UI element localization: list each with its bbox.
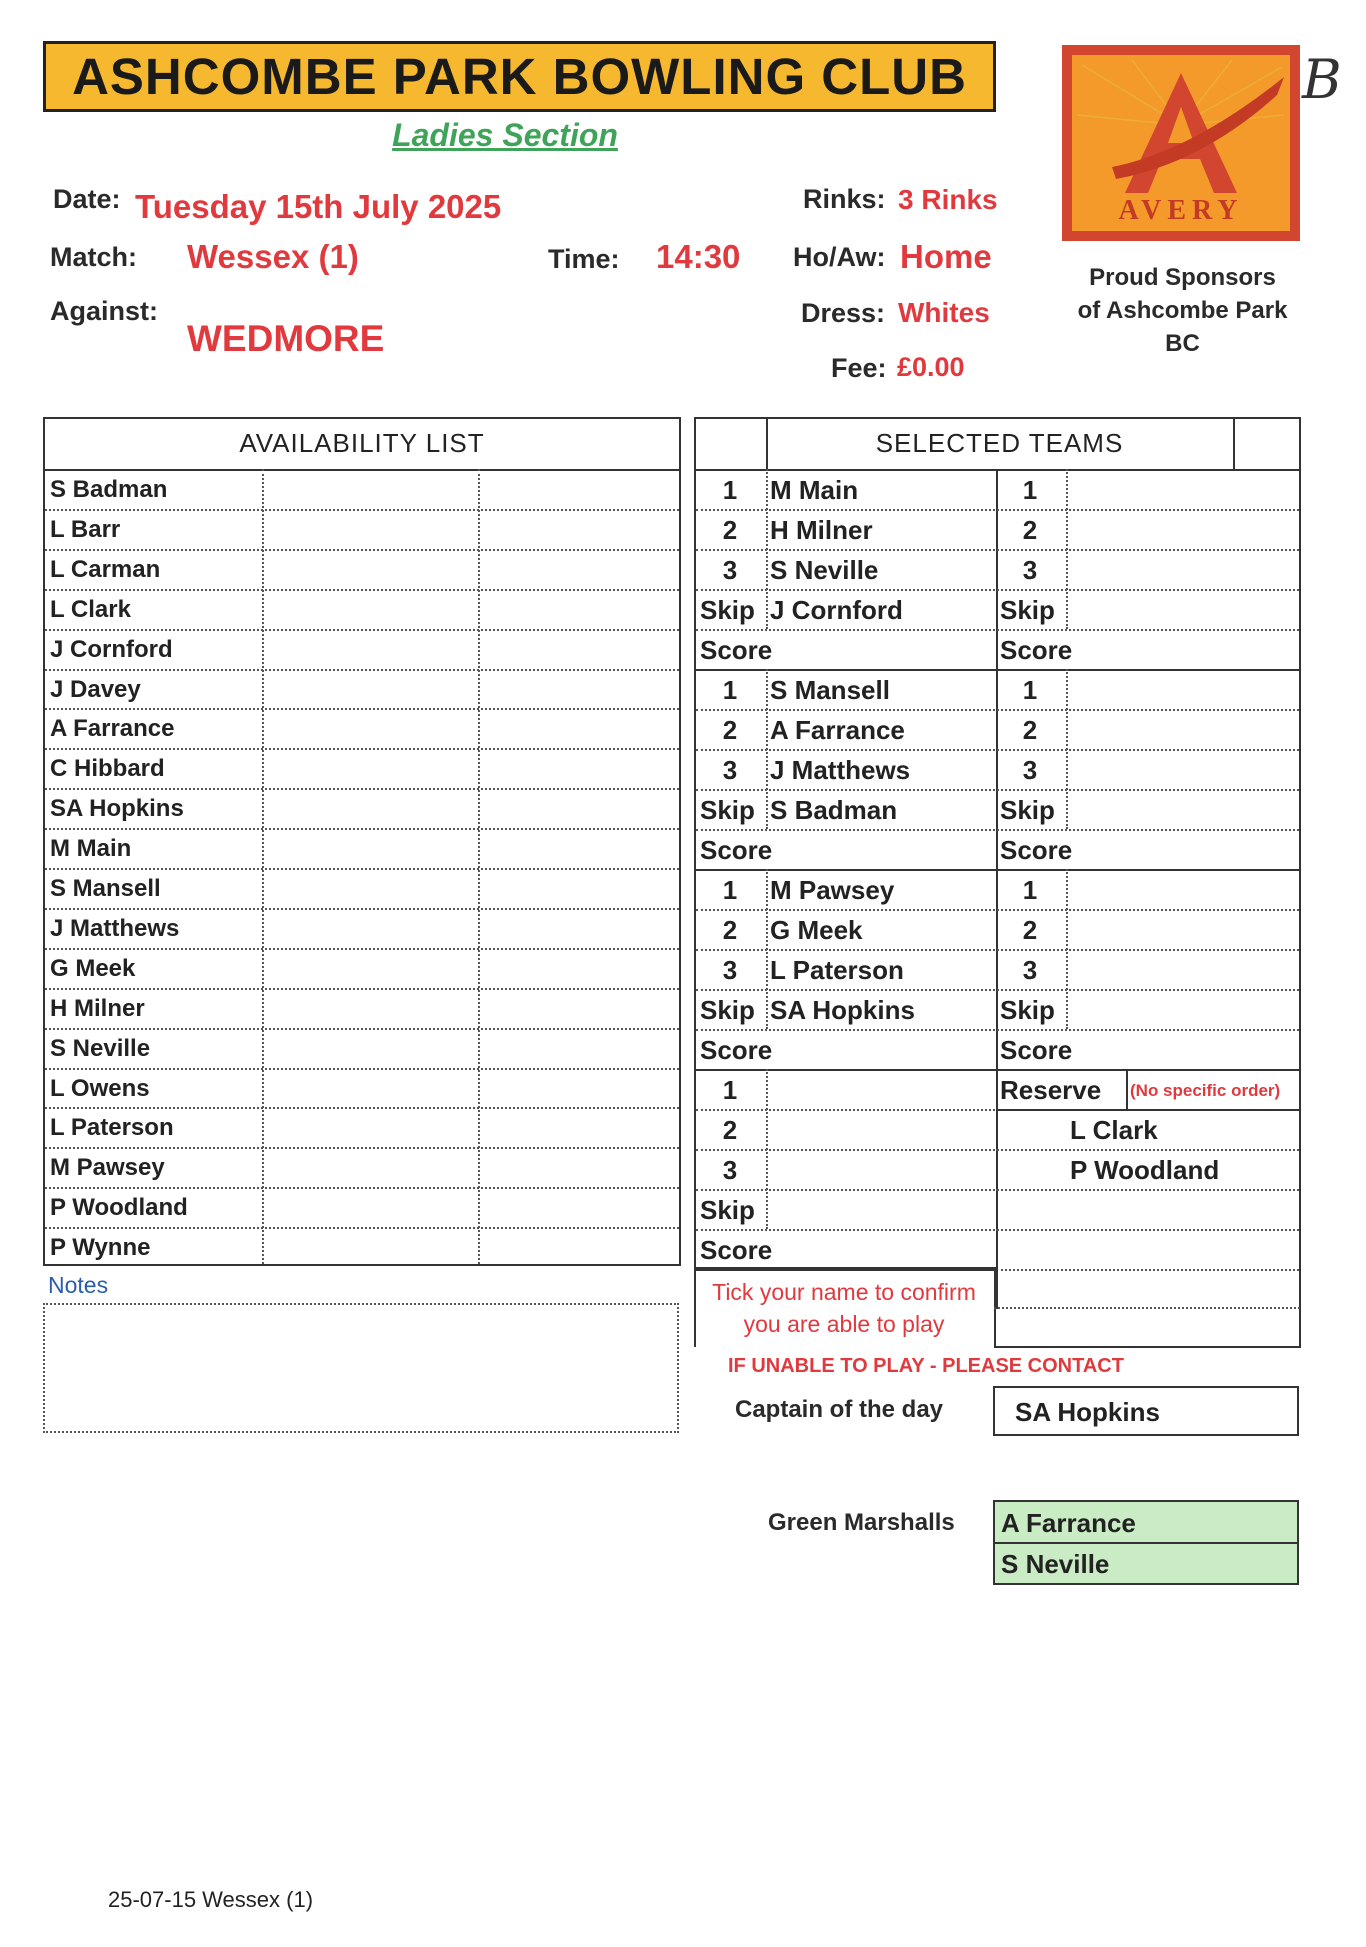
opponent-position-divider <box>1066 669 1068 829</box>
reserve-row-rule <box>996 1149 1299 1151</box>
rink-player: M Main <box>770 475 859 505</box>
sponsor-line-1: Proud Sponsors <box>1089 264 1276 291</box>
availability-table <box>43 417 681 1266</box>
availability-player: L Paterson <box>50 1114 174 1142</box>
rink-player: H Milner <box>770 515 873 545</box>
date-label: Date: <box>53 184 121 214</box>
rink-player: G Meek <box>770 915 863 945</box>
match-value: Wessex (1) <box>187 238 359 275</box>
rink-position-label: 3 <box>722 755 738 785</box>
date-value: Tuesday 15th July 2025 <box>135 188 502 225</box>
availability-row-rule <box>45 1107 679 1109</box>
opponent-position-label: Skip <box>1000 995 1055 1025</box>
opponent-position-label: 3 <box>1022 955 1038 985</box>
availability-player: M Pawsey <box>50 1154 165 1182</box>
captain-box <box>993 1386 1299 1436</box>
match-label: Match: <box>50 242 137 272</box>
reserve-left-border <box>996 1269 998 1309</box>
opponent-position-label: 3 <box>1022 755 1038 785</box>
rink-player: J Matthews <box>770 755 911 785</box>
availability-row-rule <box>45 828 679 830</box>
dress-value: Whites <box>898 297 990 328</box>
availability-row-rule <box>45 908 679 910</box>
availability-row-rule <box>45 629 679 631</box>
sel-left-bottom-rule <box>694 1267 994 1269</box>
selected-row-rule <box>696 629 1299 631</box>
selected-teams-table <box>694 417 1301 1347</box>
availability-row-rule <box>45 1227 679 1229</box>
availability-player: P Woodland <box>50 1194 188 1222</box>
selected-row-rule <box>696 829 1299 831</box>
rinks-label: Rinks: <box>803 184 886 214</box>
position-divider <box>766 469 768 629</box>
sponsor-text <box>1050 261 1315 360</box>
availability-row-rule <box>45 509 679 511</box>
green-marshall-1: A Farrance <box>1001 1508 1136 1538</box>
availability-row-rule <box>45 1028 679 1030</box>
position-divider <box>766 669 768 829</box>
logo-text: AVERY <box>1118 195 1244 226</box>
availability-player: P Wynne <box>50 1234 151 1262</box>
opponent-position-label: 2 <box>1022 915 1038 945</box>
rink-position-label: 1 <box>722 1075 738 1105</box>
rink-player: J Cornford <box>770 595 903 625</box>
availability-player: J Cornford <box>50 635 173 663</box>
selected-row-rule <box>696 909 1299 911</box>
rink-position-label: Skip <box>700 995 755 1025</box>
reserve-player: P Woodland <box>1070 1155 1220 1185</box>
availability-row-rule <box>45 1068 679 1070</box>
reserve-top-rule <box>996 1069 1299 1071</box>
rink-player: S Mansell <box>770 675 890 705</box>
score-label: Score <box>700 835 773 865</box>
rink-position-label: 2 <box>722 1115 738 1145</box>
availability-player: L Clark <box>50 595 131 623</box>
selected-row-rule <box>696 789 1299 791</box>
score-label: Score <box>700 635 773 665</box>
reserve-label: Reserve <box>1000 1075 1102 1105</box>
availability-player: SA Hopkins <box>50 795 184 823</box>
opponent-score-label: Score <box>1000 1035 1073 1065</box>
fee-value: £0.00 <box>897 352 965 382</box>
score-label: Score <box>700 1235 773 1265</box>
green-marshalls-divider <box>995 1542 1297 1544</box>
rink-position-label: Skip <box>700 795 755 825</box>
selected-row-rule <box>696 749 1299 751</box>
availability-player: S Badman <box>50 476 168 503</box>
rinks-value: 3 Rinks <box>898 184 998 215</box>
notes-box[interactable] <box>43 1303 679 1433</box>
availability-player: J Matthews <box>50 914 180 942</box>
opponent-position-label: 1 <box>1022 675 1038 705</box>
opponent-position-label: 1 <box>1022 875 1038 905</box>
sponsor-line-2: of Ashcombe Park <box>1077 297 1288 324</box>
reserve-header-rule <box>996 1109 1299 1111</box>
rink-position-label: 2 <box>722 515 738 545</box>
against-label: Against: <box>50 296 158 326</box>
rink-player: S Neville <box>770 555 879 585</box>
rink-position-label: 1 <box>722 475 738 505</box>
availability-player: L Carman <box>50 555 161 583</box>
score-label: Score <box>700 1035 773 1065</box>
tick-instructions <box>694 1276 994 1340</box>
availability-row-rule <box>45 788 679 790</box>
avery-logo <box>1062 45 1300 241</box>
selected-row-rule <box>696 1029 1299 1031</box>
unable-to-play-text: IF UNABLE TO PLAY - PLEASE CONTACT <box>728 1355 1124 1377</box>
reserve-note-divider <box>1126 1069 1128 1109</box>
opponent-position-divider <box>1066 469 1068 629</box>
availability-row-rule <box>45 748 679 750</box>
rink-position-label: Skip <box>700 1195 755 1225</box>
club-title: ASHCOMBE PARK BOWLING CLUB <box>43 41 996 112</box>
availability-player: S Mansell <box>50 875 161 902</box>
sel-reserve-bottom-rule <box>994 1346 1301 1348</box>
opponent-position-label: 2 <box>1022 715 1038 745</box>
rink-position-label: 2 <box>722 715 738 745</box>
availability-row-rule <box>45 988 679 990</box>
hoaw-label: Ho/Aw: <box>793 242 886 272</box>
against-value: WEDMORE <box>187 318 385 359</box>
rink-rule <box>696 1269 996 1271</box>
availability-player: H Milner <box>50 994 145 1022</box>
selected-row-rule <box>696 949 1299 951</box>
selected-row-rule <box>696 589 1299 591</box>
availability-row-rule <box>45 868 679 870</box>
opponent-score-label: Score <box>1000 835 1073 865</box>
selected-row-rule <box>696 509 1299 511</box>
reserve-row-rule <box>996 1229 1299 1231</box>
time-label: Time: <box>548 244 620 274</box>
position-divider <box>766 1069 768 1229</box>
hoaw-value: Home <box>900 238 992 275</box>
rink-player: M Pawsey <box>770 875 895 905</box>
opponent-position-label: Skip <box>1000 795 1055 825</box>
rink-position-label: 2 <box>722 915 738 945</box>
handwritten-mark: B <box>1302 48 1342 111</box>
availability-row-rule <box>45 708 679 710</box>
opponent-score-label: Score <box>1000 635 1073 665</box>
availability-player: J Davey <box>50 675 141 703</box>
availability-player: S Neville <box>50 1034 151 1062</box>
rink-position-label: 1 <box>722 875 738 905</box>
reserve-note: (No specific order) <box>1130 1081 1281 1100</box>
notes-label: Notes <box>48 1272 109 1298</box>
availability-player: C Hibbard <box>50 755 165 783</box>
fee-label: Fee: <box>831 353 887 383</box>
rink-position-label: 3 <box>722 1155 738 1185</box>
rink-player: SA Hopkins <box>770 995 915 1025</box>
availability-player: M Main <box>50 835 132 863</box>
availability-title: AVAILABILITY LIST <box>239 428 485 458</box>
tick-line-1: Tick your name to confirm <box>712 1279 976 1305</box>
selected-row-rule <box>696 549 1299 551</box>
sponsor-line-3: BC <box>1165 330 1200 357</box>
tick-line-2: you are able to play <box>743 1311 945 1337</box>
time-value: 14:30 <box>656 238 741 275</box>
opponent-position-label: 2 <box>1022 515 1038 545</box>
footer-reference: 25-07-15 Wessex (1) <box>108 1887 314 1912</box>
rink-position-label: 1 <box>722 675 738 705</box>
opponent-position-divider <box>1066 869 1068 1029</box>
selected-row-rule <box>696 709 1299 711</box>
reserve-row-rule <box>996 1269 1299 1271</box>
availability-player: G Meek <box>50 954 136 982</box>
availability-player: A Farrance <box>50 715 175 743</box>
green-marshalls-label: Green Marshalls <box>768 1509 955 1536</box>
green-marshall-2: S Neville <box>1001 1549 1110 1579</box>
availability-row-rule <box>45 549 679 551</box>
rink-player: S Badman <box>770 795 898 825</box>
rink-rule <box>696 869 1299 871</box>
green-marshalls-box <box>993 1500 1299 1585</box>
opponent-position-label: Skip <box>1000 595 1055 625</box>
reserve-player: L Clark <box>1070 1115 1158 1145</box>
sel-reserve-extra-rule <box>994 1307 1300 1309</box>
opponent-position-label: 1 <box>1022 475 1038 505</box>
availability-header-rule <box>45 469 679 471</box>
captain-value: SA Hopkins <box>1015 1397 1160 1427</box>
availability-player: L Owens <box>50 1074 150 1102</box>
rink-position-label: Skip <box>700 595 755 625</box>
availability-row-rule <box>45 669 679 671</box>
sel-header-right-divider <box>1233 419 1235 469</box>
captain-label: Captain of the day <box>735 1396 944 1423</box>
rink-rule <box>696 669 1299 671</box>
availability-row-rule <box>45 1147 679 1149</box>
rink-player: L Paterson <box>770 955 904 985</box>
position-divider <box>766 869 768 1029</box>
availability-player: L Barr <box>50 515 121 543</box>
reserve-row-rule <box>996 1189 1299 1191</box>
opponent-position-label: 3 <box>1022 555 1038 585</box>
rink-position-label: 3 <box>722 955 738 985</box>
availability-row-rule <box>45 948 679 950</box>
selected-teams-title: SELECTED TEAMS <box>875 428 1124 458</box>
rink-player: A Farrance <box>770 715 905 745</box>
dress-label: Dress: <box>801 298 886 328</box>
availability-row-rule <box>45 589 679 591</box>
availability-row-rule <box>45 1187 679 1189</box>
section-subtitle: Ladies Section <box>392 117 618 153</box>
selected-row-rule <box>696 989 1299 991</box>
rink-position-label: 3 <box>722 555 738 585</box>
